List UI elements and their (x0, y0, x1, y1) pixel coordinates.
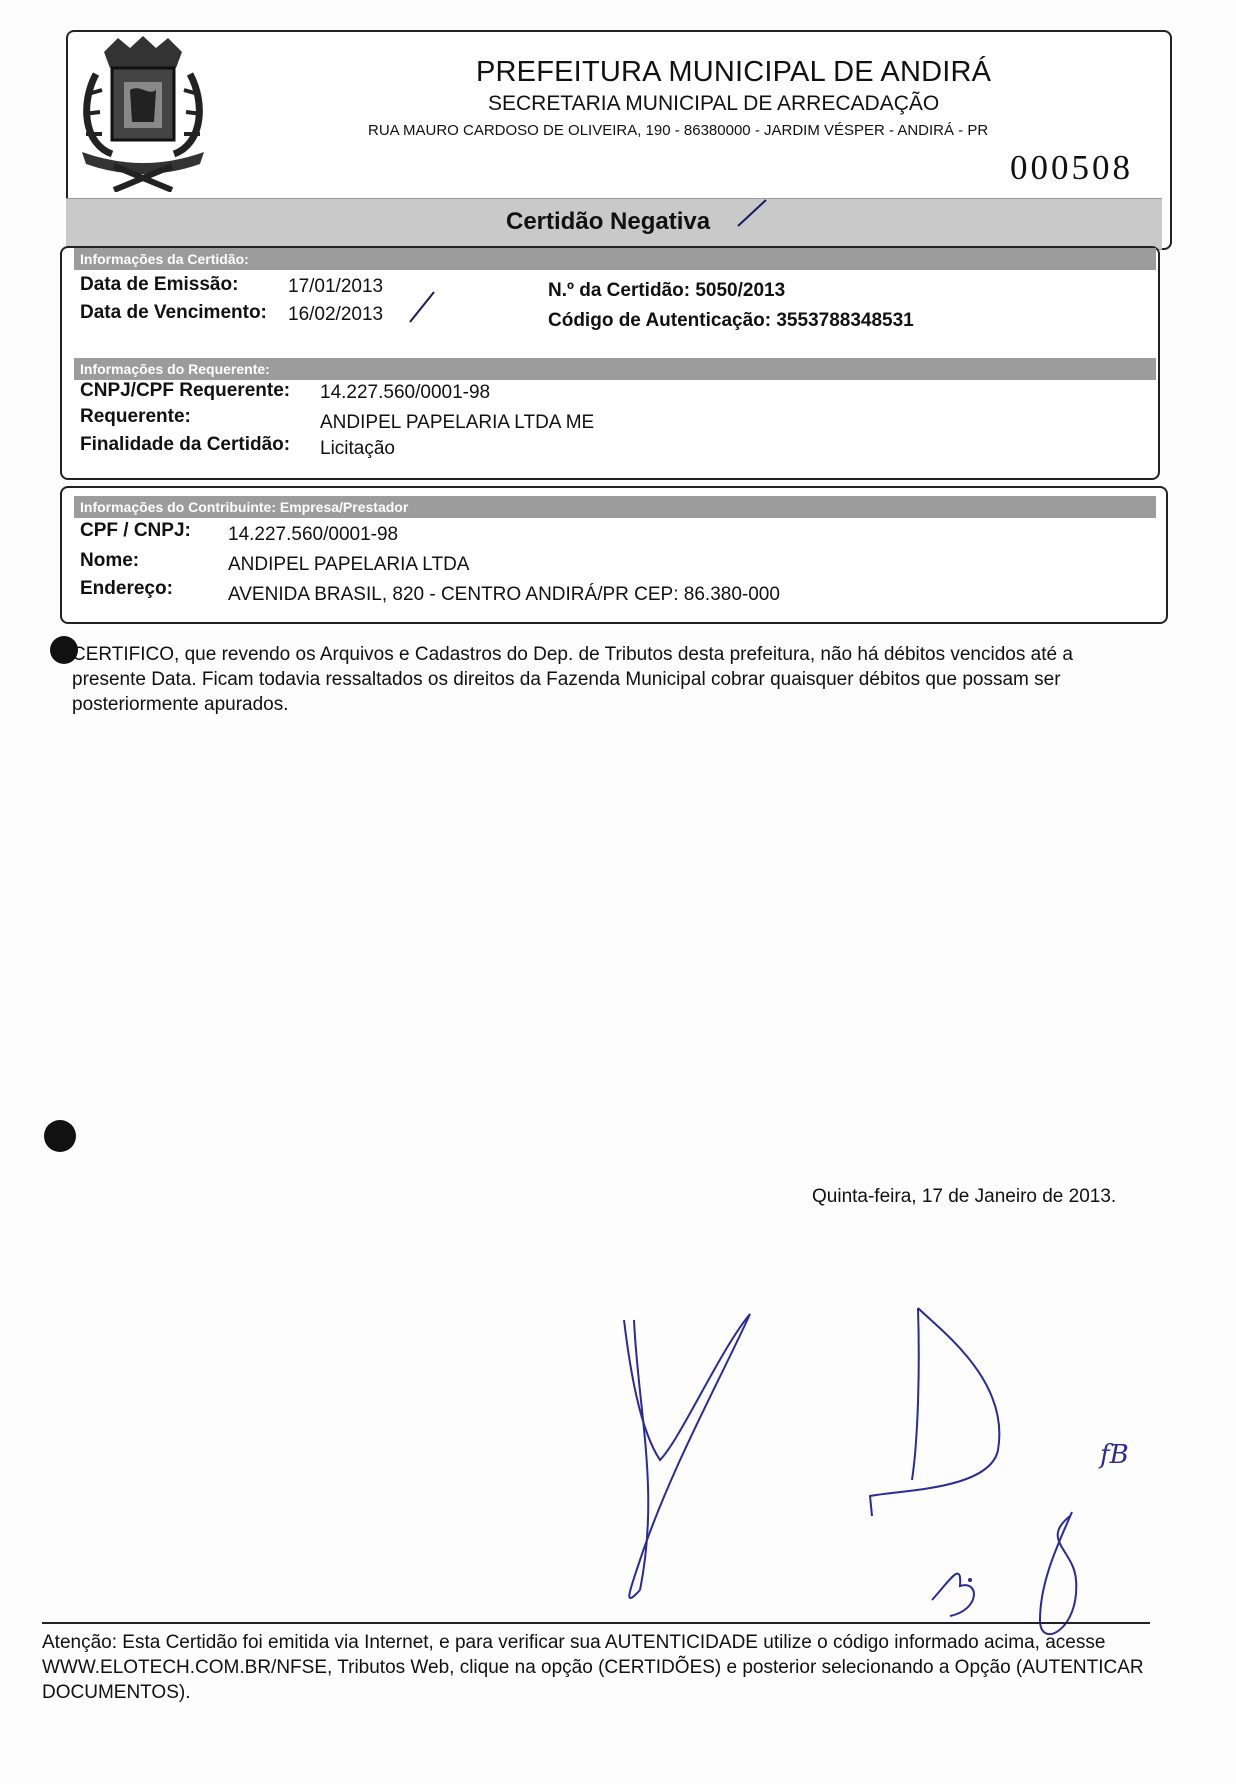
finalidade-label: Finalidade da Certidão: (80, 434, 291, 455)
cpf-cnpj-value: 14.227.560/0001-98 (228, 524, 399, 545)
nome-value: ANDIPEL PAPELARIA LTDA (228, 554, 470, 575)
footer-rule (42, 1622, 1150, 1624)
municipal-crest-icon (74, 34, 212, 192)
requerente-value: ANDIPEL PAPELARIA LTDA ME (320, 412, 595, 433)
issue-date-line: Quinta-feira, 17 de Janeiro de 2013. (812, 1186, 1117, 1207)
nome-label: Nome: (80, 550, 140, 571)
vencimento-value: 16/02/2013 (288, 304, 384, 325)
numero-certidao: N.º da Certidão: 5050/2013 (548, 280, 786, 301)
handwritten-initials: fB (1100, 1440, 1129, 1470)
emissao-label: Data de Emissão: (80, 274, 239, 295)
certidao-section-header (74, 248, 1156, 270)
endereco-value: AVENIDA BRASIL, 820 - CENTRO ANDIRÁ/PR CEP: 86.380-000 (228, 584, 780, 605)
codigo-autenticacao: Código de Autenticação: 3553788348531 (548, 310, 914, 331)
endereco-label: Endereço: (80, 578, 173, 599)
requerente-section-title: Informações do Requerente: (80, 361, 270, 377)
document-title: Certidão Negativa (506, 208, 711, 235)
org-name: PREFEITURA MUNICIPAL DE ANDIRÁ (476, 56, 992, 88)
contribuinte-section-header (74, 496, 1156, 518)
pen-check-mark-icon (736, 196, 770, 230)
punch-hole-icon (44, 1120, 76, 1152)
contribuinte-section-title: Informações do Contribuinte: Empresa/Prestador (80, 499, 409, 515)
pen-check-mark-icon (408, 290, 436, 324)
cnpj-requerente-value: 14.227.560/0001-98 (320, 382, 491, 403)
requerente-label: Requerente: (80, 406, 191, 427)
org-department: SECRETARIA MUNICIPAL DE ARRECADAÇÃO (488, 92, 940, 115)
document-number: 000508 (1010, 148, 1133, 187)
vencimento-label: Data de Vencimento: (80, 302, 267, 323)
footer-notice: Atenção: Esta Certidão foi emitida via Internet, e para verificar sua AUTENTICIDADE utilize o código informado acima, acesse WWW.ELOTECH.COM.BR/NFSE, Tributos Web, clique na opção (CERTIDÕES) e posterior selecionando a Opção (AUTENTICAR DOCUMENTOS). (42, 1632, 1144, 1703)
handwritten-signature (600, 1290, 1160, 1650)
certifico-paragraph: CERTIFICO, que revendo os Arquivos e Cadastros do Dep. de Tributos desta prefeitura, não há débitos vencidos até a presente Data. Ficam todavia ressaltados os direitos da Fazenda Municipal cobrar quaisquer débitos que possam ser posteriormente apurados. (72, 644, 1073, 715)
certidao-section-title: Informações da Certidão: (80, 251, 249, 267)
emissao-value: 17/01/2013 (288, 276, 384, 297)
cpf-cnpj-label: CPF / CNPJ: (80, 520, 191, 541)
org-address: RUA MAURO CARDOSO DE OLIVEIRA, 190 - 86380000 - JARDIM VÉSPER - ANDIRÁ - PR (368, 122, 989, 139)
finalidade-value: Licitação (320, 438, 395, 459)
cnpj-requerente-label: CNPJ/CPF Requerente: (80, 380, 291, 401)
requerente-section-header (74, 358, 1156, 380)
